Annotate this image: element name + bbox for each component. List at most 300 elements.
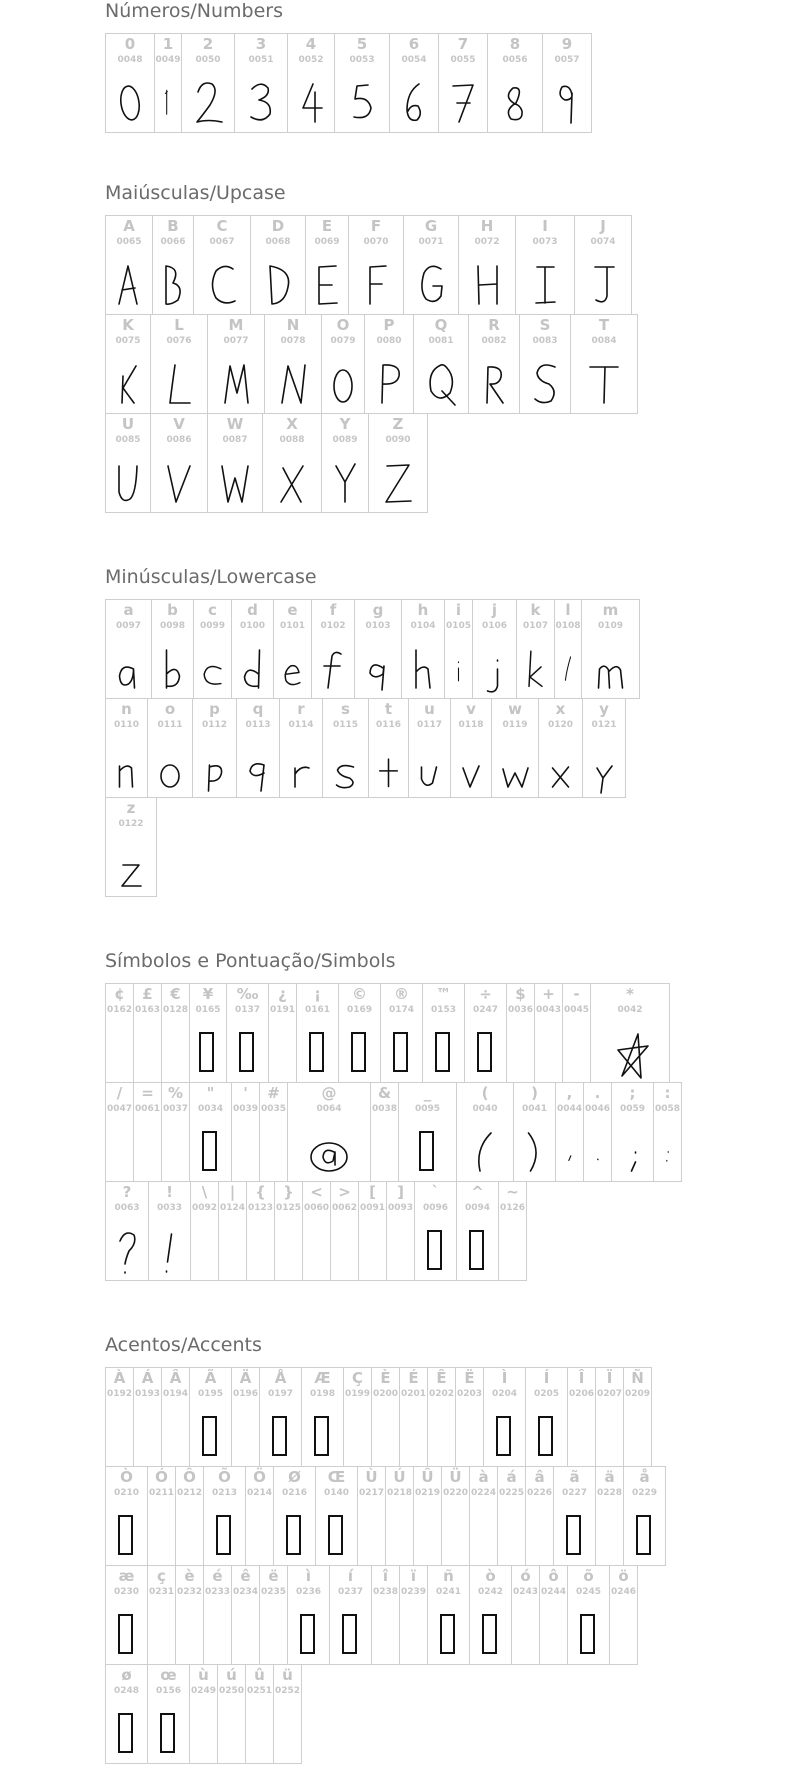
glyph-cell — [469, 1466, 498, 1566]
glyph-cell — [105, 1082, 134, 1182]
glyph-cell — [245, 1664, 274, 1764]
glyph-cell — [234, 33, 288, 133]
glyph-cell — [582, 698, 626, 798]
glyph-char-label: ù — [198, 1666, 209, 1684]
glyph-code-label: 0195 — [197, 1389, 224, 1399]
glyph-code-label: 0070 — [363, 237, 389, 247]
glyph-cell — [105, 314, 151, 414]
glyph-code-label: 0035 — [260, 1104, 287, 1114]
glyph-char-label: { — [255, 1183, 266, 1201]
glyph-code-label: 0207 — [596, 1389, 623, 1399]
glyph-row — [105, 1181, 785, 1280]
handwritten-glyph — [265, 351, 321, 411]
glyph-char-label: û — [254, 1666, 265, 1684]
glyph-cell — [422, 983, 465, 1083]
glyph-char-label: ! — [166, 1183, 173, 1201]
glyph-cell — [189, 1664, 218, 1764]
handwritten-glyph — [151, 351, 207, 411]
glyph-char-label: ` — [431, 1183, 440, 1201]
glyph-char-label: l — [565, 601, 571, 619]
glyph-cell — [450, 698, 492, 798]
glyph-cell — [519, 314, 571, 414]
glyph-cell — [398, 1082, 457, 1182]
handwritten-glyph — [390, 70, 438, 130]
glyph-cell — [175, 1565, 204, 1665]
section-title: Símbolos e Pontuação/Simbols — [105, 950, 396, 972]
glyph-cell — [273, 1664, 302, 1764]
glyph-char-label: ó — [520, 1567, 531, 1585]
handwritten-glyph — [582, 636, 639, 696]
glyph-char-label: ‰ — [236, 985, 259, 1003]
glyph-char-label: Ë — [464, 1369, 475, 1387]
glyph-char-label: _ — [423, 1084, 432, 1102]
handwritten-glyph — [106, 735, 147, 795]
glyph-cell — [105, 797, 157, 897]
glyph-char-label: Ä — [239, 1369, 252, 1387]
handwritten-glyph — [251, 252, 305, 312]
glyph-cell — [147, 1565, 176, 1665]
glyph-cell — [516, 599, 555, 699]
glyph-code-label: 0084 — [591, 336, 617, 346]
glyph-char-label: 1 — [162, 35, 174, 53]
glyph-cell — [562, 983, 591, 1083]
glyph-code-label: 0053 — [349, 55, 375, 65]
glyph-cell — [105, 1367, 134, 1467]
glyph-cell — [274, 1181, 303, 1281]
glyph-cell — [192, 698, 237, 798]
missing-glyph-box-icon — [202, 1416, 217, 1456]
glyph-code-label: 0234 — [232, 1587, 259, 1597]
missing-glyph-box-icon — [160, 1713, 175, 1753]
glyph-code-label: 0046 — [584, 1104, 611, 1114]
handwritten-glyph — [149, 1218, 190, 1278]
glyph-char-label: Ü — [449, 1468, 462, 1486]
glyph-cell — [623, 1367, 652, 1467]
glyph-char-label: M — [228, 316, 244, 334]
glyph-char-label: y — [599, 700, 609, 718]
glyph-cell — [105, 698, 148, 798]
handwritten-glyph — [459, 252, 515, 312]
glyph-code-label: 0225 — [498, 1488, 525, 1498]
section-title: Maiúsculas/Upcase — [105, 182, 286, 204]
glyph-char-label: p — [209, 700, 220, 718]
glyph-code-label: 0076 — [166, 336, 192, 346]
glyph-row — [105, 1466, 785, 1565]
glyph-code-label: 0099 — [199, 621, 226, 631]
handwritten-glyph — [237, 735, 279, 795]
glyph-cell — [301, 1367, 344, 1467]
glyph-code-label: 0199 — [344, 1389, 371, 1399]
glyph-cell — [236, 698, 280, 798]
glyph-char-label: @ — [321, 1084, 337, 1102]
glyph-cell — [190, 1181, 219, 1281]
handwritten-glyph — [516, 252, 574, 312]
glyph-code-label: 0106 — [481, 621, 508, 631]
handwritten-glyph — [457, 1119, 513, 1179]
glyph-row — [105, 1565, 785, 1664]
glyph-code-label: 0077 — [223, 336, 249, 346]
glyph-char-label: < — [310, 1183, 323, 1201]
handwritten-glyph — [306, 252, 348, 312]
handwritten-glyph — [556, 1119, 583, 1179]
glyph-row — [105, 1367, 785, 1466]
glyph-cell — [487, 33, 543, 133]
glyph-cell — [231, 1082, 260, 1182]
glyph-char-label: } — [283, 1183, 294, 1201]
glyph-cell — [151, 599, 194, 699]
glyph-cell — [583, 1082, 612, 1182]
glyph-code-label: 0093 — [387, 1203, 414, 1213]
glyph-row — [105, 599, 785, 698]
glyph-cell — [498, 1181, 527, 1281]
handwritten-glyph — [152, 636, 193, 696]
glyph-char-label: E — [321, 217, 333, 235]
glyph-code-label: 0062 — [331, 1203, 358, 1213]
handwritten-glyph — [288, 1119, 370, 1179]
glyph-code-label: 0174 — [388, 1005, 415, 1015]
handwritten-glyph — [571, 351, 637, 411]
glyph-char-label: ( — [481, 1084, 489, 1102]
glyph-code-label: 0238 — [372, 1587, 399, 1597]
handwritten-glyph — [106, 70, 154, 130]
glyph-cell — [105, 599, 152, 699]
glyph-cell — [218, 1181, 247, 1281]
handwritten-glyph — [414, 351, 468, 411]
glyph-cell — [175, 1466, 204, 1566]
glyph-char-label: ü — [282, 1666, 293, 1684]
glyph-char-label: : — [664, 1084, 671, 1102]
glyph-code-label: 0224 — [470, 1488, 497, 1498]
section-title: Números/Numbers — [105, 0, 283, 22]
glyph-char-label: À — [113, 1369, 126, 1387]
glyph-char-label: . — [594, 1084, 601, 1102]
glyph-code-label: 0083 — [532, 336, 558, 346]
glyph-code-label: 0230 — [113, 1587, 140, 1597]
glyph-code-label: 0071 — [418, 237, 444, 247]
glyph-cell — [368, 698, 409, 798]
glyph-cell — [259, 1565, 288, 1665]
missing-glyph-box-icon — [538, 1416, 553, 1456]
glyph-cell — [401, 599, 445, 699]
glyph-char-label: z — [126, 799, 136, 817]
glyph-char-label: $ — [515, 985, 526, 1003]
glyph-cell — [231, 1565, 260, 1665]
glyph-cell — [386, 1181, 415, 1281]
glyph-char-label: H — [480, 217, 494, 235]
missing-glyph-box-icon — [482, 1614, 497, 1654]
glyph-cell — [408, 698, 451, 798]
section-title: Acentos/Accents — [105, 1334, 262, 1356]
glyph-cell — [371, 1565, 400, 1665]
glyph-cell — [321, 413, 369, 513]
glyph-cell — [193, 215, 251, 315]
glyph-cell — [413, 314, 469, 414]
glyph-char-label: Ø — [288, 1468, 301, 1486]
glyph-char-label: ë — [268, 1567, 279, 1585]
glyph-code-label: 0080 — [376, 336, 402, 346]
glyph-code-label: 0044 — [556, 1104, 583, 1114]
glyph-code-label: 0089 — [332, 435, 358, 445]
glyph-cell — [539, 1565, 568, 1665]
glyph-cell — [574, 215, 632, 315]
glyph-char-label: 3 — [255, 35, 267, 53]
glyph-cell — [554, 599, 582, 699]
glyph-char-label: ] — [397, 1183, 404, 1201]
glyph-code-label: 0060 — [303, 1203, 330, 1213]
glyph-char-label: Á — [141, 1369, 154, 1387]
glyph-char-label: m — [602, 601, 619, 619]
glyph-cell — [150, 413, 208, 513]
glyph-code-label: 0249 — [190, 1686, 217, 1696]
glyph-char-label: N — [286, 316, 300, 334]
glyph-char-label: 8 — [509, 35, 521, 53]
glyph-cell — [147, 1466, 176, 1566]
glyph-code-label: 0100 — [239, 621, 266, 631]
glyph-code-label: 0196 — [232, 1389, 259, 1399]
missing-glyph-box-icon — [566, 1515, 581, 1555]
glyph-char-label: õ — [583, 1567, 594, 1585]
glyph-code-label: 0209 — [624, 1389, 651, 1399]
glyph-cell — [105, 1565, 148, 1665]
glyph-cell — [444, 599, 473, 699]
glyph-char-label: % — [167, 1084, 184, 1102]
glyph-char-label: / — [116, 1084, 123, 1102]
handwritten-glyph — [235, 70, 287, 130]
glyph-char-label: 2 — [202, 35, 214, 53]
glyph-char-label: © — [352, 985, 367, 1003]
glyph-char-label: X — [286, 415, 298, 433]
glyph-cell — [147, 1664, 190, 1764]
glyph-char-label: Â — [169, 1369, 182, 1387]
glyph-code-label: 0206 — [568, 1389, 595, 1399]
glyph-code-label: 0042 — [617, 1005, 643, 1015]
glyph-char-label: Ú — [393, 1468, 406, 1486]
handwritten-glyph — [106, 450, 150, 510]
glyph-code-label: 0063 — [114, 1203, 140, 1213]
handwritten-glyph — [451, 735, 491, 795]
glyph-code-label: 0251 — [246, 1686, 273, 1696]
glyph-cell — [273, 1466, 316, 1566]
glyph-code-label: 0094 — [464, 1203, 491, 1213]
handwritten-glyph — [288, 70, 334, 130]
missing-glyph-box-icon — [309, 1032, 324, 1072]
glyph-cell — [581, 599, 640, 699]
glyph-char-label: ' — [243, 1084, 248, 1102]
missing-glyph-box-icon — [118, 1515, 133, 1555]
glyph-char-label: * — [626, 985, 634, 1003]
glyph-char-label: Î — [578, 1369, 585, 1387]
glyph-char-label: œ — [160, 1666, 177, 1684]
glyph-code-label: 0162 — [106, 1005, 133, 1015]
glyph-cell — [231, 599, 274, 699]
glyph-char-label: s — [341, 700, 350, 718]
glyph-char-label: v — [466, 700, 476, 718]
glyph-char-label: ¡ — [314, 985, 321, 1003]
glyph-cell — [105, 1466, 148, 1566]
glyph-cell — [105, 215, 153, 315]
glyph-cell — [207, 314, 265, 414]
glyph-cell — [455, 1367, 484, 1467]
glyph-char-label: ú — [226, 1666, 237, 1684]
glyph-char-label: È — [380, 1369, 391, 1387]
glyph-section — [105, 566, 785, 896]
missing-glyph-box-icon — [496, 1416, 511, 1456]
glyph-char-label: h — [417, 601, 429, 619]
glyph-cell — [399, 1565, 428, 1665]
glyph-code-label: 0252 — [274, 1686, 301, 1696]
glyph-char-label: + — [542, 985, 555, 1003]
glyph-code-label: 0191 — [269, 1005, 296, 1015]
glyph-code-label: 0217 — [358, 1488, 385, 1498]
handwritten-glyph — [182, 70, 234, 130]
glyph-char-label: Ö — [253, 1468, 266, 1486]
glyph-code-label: 0236 — [295, 1587, 322, 1597]
glyph-cell — [515, 215, 575, 315]
glyph-char-label: F — [370, 217, 382, 235]
glyph-code-label: 0059 — [619, 1104, 646, 1114]
handwritten-glyph — [369, 735, 408, 795]
glyph-cell — [152, 215, 194, 315]
glyph-code-label: 0204 — [491, 1389, 518, 1399]
glyph-char-label: \ — [201, 1183, 208, 1201]
glyph-cell — [322, 698, 369, 798]
glyph-char-label: é — [212, 1567, 223, 1585]
missing-glyph-box-icon — [118, 1713, 133, 1753]
glyph-cell — [287, 33, 335, 133]
glyph-cell — [147, 698, 193, 798]
glyph-section — [105, 0, 785, 132]
glyph-code-label: 0113 — [245, 720, 271, 730]
glyph-code-label: 0105 — [445, 621, 472, 631]
glyph-char-label: K — [122, 316, 134, 334]
glyph-cell — [268, 983, 297, 1083]
handwritten-glyph — [492, 735, 538, 795]
glyph-code-label: 0232 — [176, 1587, 203, 1597]
glyph-code-label: 0122 — [118, 819, 144, 829]
glyph-code-label: 0203 — [456, 1389, 483, 1399]
glyph-code-label: 0216 — [281, 1488, 308, 1498]
glyph-row — [105, 215, 785, 314]
glyph-char-label: 7 — [457, 35, 469, 53]
handwritten-glyph — [543, 70, 591, 130]
glyph-cell — [595, 1367, 624, 1467]
section-title: Minúsculas/Lowercase — [105, 566, 317, 588]
glyph-char-label: > — [338, 1183, 351, 1201]
glyph-cell — [414, 1181, 457, 1281]
glyph-char-label: ò — [485, 1567, 496, 1585]
handwritten-glyph — [323, 735, 368, 795]
glyph-code-label: 0101 — [279, 621, 306, 631]
glyph-cell — [609, 1565, 638, 1665]
glyph-char-label: Í — [543, 1369, 550, 1387]
glyph-cell — [161, 1367, 190, 1467]
glyph-char-label: d — [247, 601, 258, 619]
glyph-cell — [525, 1466, 554, 1566]
glyph-code-label: 0051 — [248, 55, 274, 65]
glyph-cell — [203, 1565, 232, 1665]
glyph-cell — [161, 983, 190, 1083]
glyph-char-label: É — [408, 1369, 419, 1387]
glyph-cell — [567, 1367, 596, 1467]
glyph-code-label: 0090 — [385, 435, 411, 445]
glyph-code-label: 0103 — [365, 621, 391, 631]
glyph-char-label: ™ — [436, 985, 451, 1003]
glyph-cell — [203, 1466, 246, 1566]
glyph-cell — [321, 314, 365, 414]
glyph-cell — [133, 1367, 162, 1467]
glyph-char-label: ä — [604, 1468, 615, 1486]
glyph-code-label: 0194 — [162, 1389, 189, 1399]
glyph-row — [105, 413, 785, 512]
glyph-code-label: 0064 — [316, 1104, 342, 1114]
handwritten-glyph — [439, 70, 487, 130]
glyph-code-label: 0067 — [209, 237, 235, 247]
glyph-code-label: 0246 — [610, 1587, 637, 1597]
glyph-code-label: 0034 — [197, 1104, 224, 1114]
glyph-char-label: Ó — [155, 1468, 168, 1486]
glyph-cell — [279, 698, 323, 798]
glyph-code-label: 0038 — [371, 1104, 398, 1114]
glyph-code-label: 0218 — [386, 1488, 413, 1498]
glyph-code-label: 0061 — [134, 1104, 161, 1114]
glyph-code-label: 0226 — [526, 1488, 553, 1498]
glyph-row — [105, 1664, 785, 1763]
handwritten-glyph — [274, 636, 311, 696]
missing-glyph-box-icon — [216, 1515, 231, 1555]
glyph-char-label: Ì — [501, 1369, 508, 1387]
glyph-code-label: 0104 — [410, 621, 436, 631]
missing-glyph-box-icon — [435, 1032, 450, 1072]
glyph-code-label: 0039 — [232, 1104, 259, 1114]
glyph-section — [105, 182, 785, 512]
glyph-cell — [506, 983, 535, 1083]
glyph-code-label: 0212 — [176, 1488, 203, 1498]
glyph-cell — [262, 413, 322, 513]
glyph-code-label: 0057 — [554, 55, 580, 65]
glyph-code-label: 0047 — [106, 1104, 133, 1114]
glyph-char-label: x — [555, 700, 566, 718]
missing-glyph-box-icon — [342, 1614, 357, 1654]
glyph-cell — [264, 314, 322, 414]
glyph-code-label: 0205 — [533, 1389, 560, 1399]
glyph-code-label: 0119 — [502, 720, 528, 730]
missing-glyph-box-icon — [351, 1032, 366, 1072]
glyph-char-label: Æ — [314, 1369, 331, 1387]
glyph-cell — [154, 33, 182, 133]
glyph-cell — [364, 314, 414, 414]
glyph-cell — [511, 1565, 540, 1665]
glyph-section — [105, 1334, 785, 1763]
glyph-code-label: 0110 — [113, 720, 140, 730]
glyph-char-label: å — [639, 1468, 650, 1486]
glyph-row — [105, 797, 785, 896]
glyph-char-label: o — [164, 700, 176, 718]
glyph-code-label: 0073 — [532, 237, 558, 247]
handwritten-glyph — [520, 351, 570, 411]
glyph-char-label: R — [488, 316, 500, 334]
glyph-char-label: # — [267, 1084, 280, 1102]
missing-glyph-box-icon — [427, 1230, 442, 1270]
handwritten-glyph — [612, 1119, 653, 1179]
glyph-char-label: n — [121, 700, 132, 718]
glyph-cell — [399, 1367, 428, 1467]
glyph-code-label: 0049 — [155, 55, 181, 65]
glyph-cell — [133, 983, 162, 1083]
glyph-cell — [427, 1367, 456, 1467]
glyph-char-label: r — [297, 700, 305, 718]
handwritten-glyph — [349, 252, 403, 312]
glyph-char-label: Ç — [351, 1369, 363, 1387]
